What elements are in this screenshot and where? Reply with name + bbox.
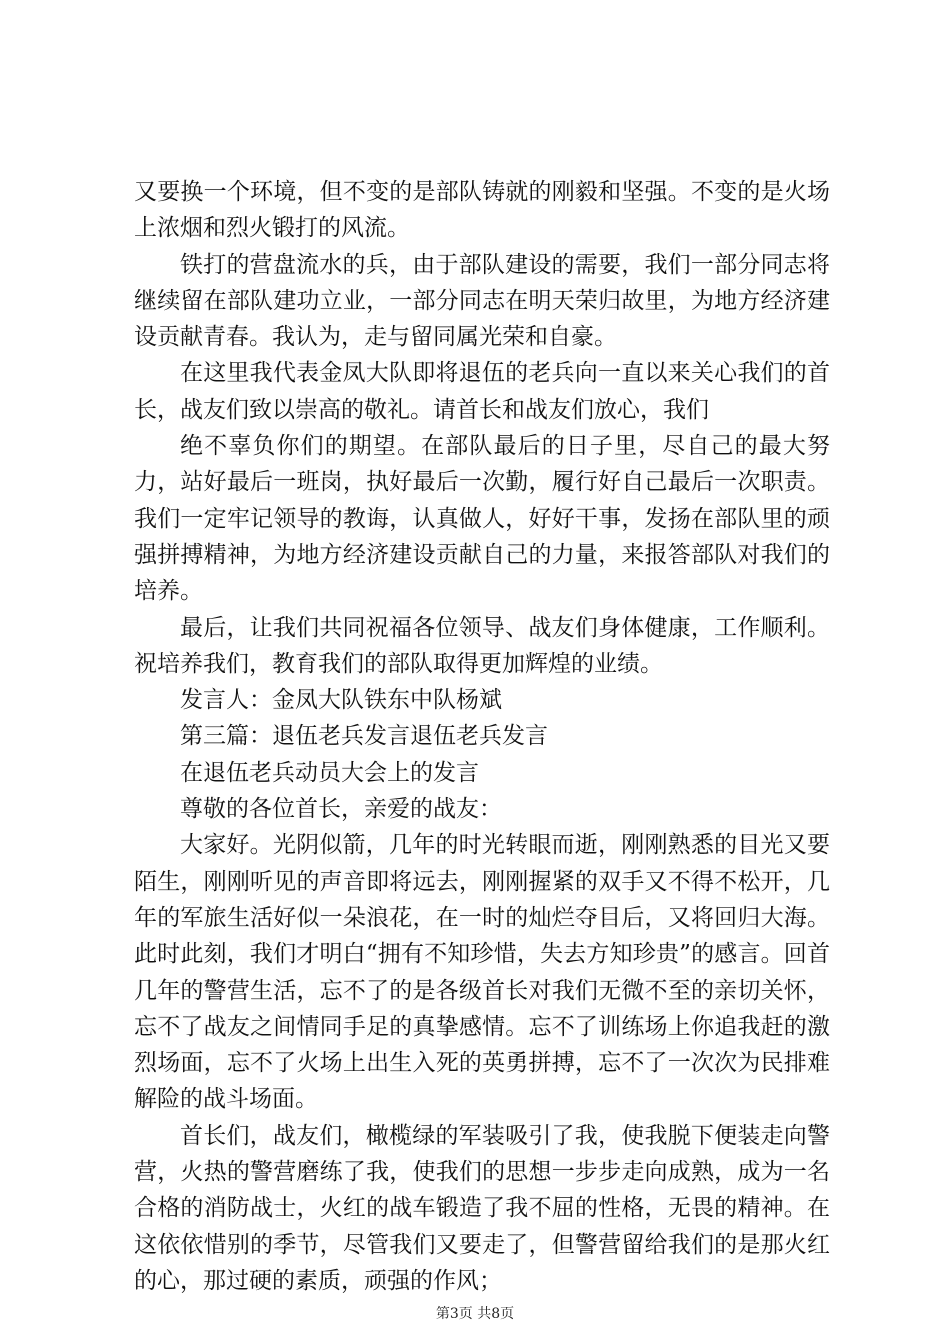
paragraph: 首长们，战友们，橄榄绿的军装吸引了我，使我脱下便装走向警营，火热的警营磨练了我，使我们的思想一步步走向成熟，成为一名合格的消防战士，火红的战车锻造了我不屈的性格，无畏的精神。在这依依惜别的季节，尽管我们又要走了，但警营留给我们的是那火红的心，那过硬的素质，顽强的作风； <box>134 1122 830 1294</box>
document-body <box>134 174 830 1299</box>
paragraph-continuation: 又要换一个环境，但不变的是部队铸就的刚毅和坚强。不变的是火场上浓烟和烈火锻打的风流。 <box>134 179 830 242</box>
paragraph: 最后，让我们共同祝福各位领导、战友们身体健康，工作顺利。祝培养我们，教育我们的部队取得更加辉煌的业绩。 <box>134 614 830 677</box>
paragraph: 在这里我代表金凤大队即将退伍的老兵向一直以来关心我们的首长，战友们致以崇高的敬礼。请首长和战友们放心，我们 <box>134 360 830 423</box>
speaker-line: 发言人：金凤大队铁东中队杨斌 <box>180 687 502 714</box>
section-heading: 第三篇：退伍老兵发言退伍老兵发言 <box>180 723 548 750</box>
paragraph: 铁打的营盘流水的兵，由于部队建设的需要，我们一部分同志将继续留在部队建功立业，一部分同志在明天荣归故里，为地方经济建设贡献青春。我认为，走与留同属光荣和自豪。 <box>134 251 830 351</box>
paragraph: 大家好。光阴似箭，几年的时光转眼而逝，刚刚熟悉的目光又要陌生，刚刚听见的声音即将远去，刚刚握紧的双手又不得不松开，几年的军旅生活好似一朵浪花，在一时的灿烂夺目后，又将回归大海。此时此刻，我们才明白“拥有不知珍惜，失去方知珍贵”的感言。回首几年的警营生活，忘不了的是各级首长对我们无微不至的亲切关怀，忘不了战友之间情同手足的真挚感情。忘不了训练场上你追我赶的激烈场面，忘不了火场上出生入死的英勇拼搏，忘不了一次次为民排难解险的战斗场面。 <box>134 832 830 1113</box>
page-number-footer: 第3页 共8页 <box>435 1306 515 1322</box>
salutation: 尊敬的各位首长，亲爱的战友： <box>180 796 502 823</box>
paragraph: 绝不辜负你们的期望。在部队最后的日子里，尽自己的最大努力，站好最后一班岗，执好最后一次勤，履行好自己最后一次职责。我们一定牢记领导的教诲，认真做人，好好干事，发扬在部队里的顽强拼搏精神，为地方经济建设贡献自己的力量，来报答部队对我们的培养。 <box>134 433 830 605</box>
speech-title: 在退伍老兵动员大会上的发言 <box>180 759 479 786</box>
